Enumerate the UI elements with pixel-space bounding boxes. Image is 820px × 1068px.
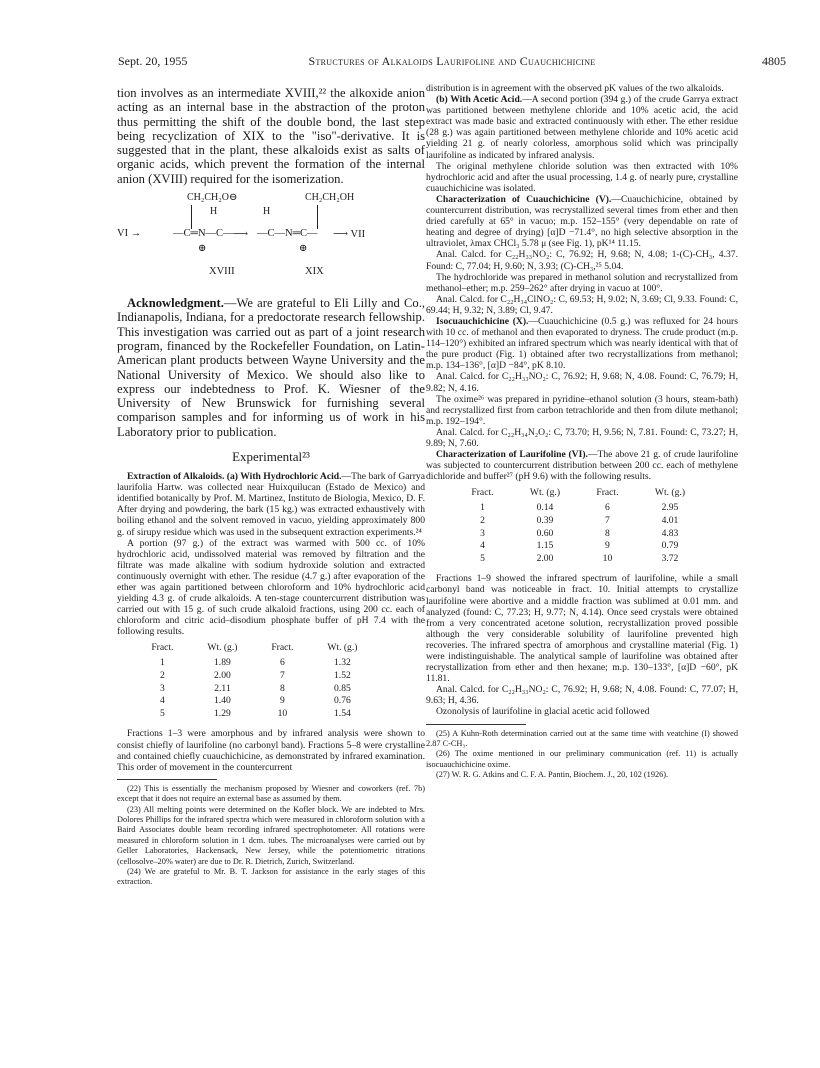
analysis-4: Anal. Calcd. for C₂₂H₃₄N₂O₂: C, 73.70; H, 9.56; N, 7.81. Found: C, 73.27; H, 9.89; N, 7.60.	[426, 426, 738, 449]
table-cell: 2.11	[214, 682, 231, 694]
scheme-left-label: VI →	[117, 228, 142, 240]
table-header-cell: Fract.	[596, 487, 619, 499]
footnote: (27) W. R. G. Atkins and C. F. A. Pantin, Biochem. J., 20, 102 (1926).	[436, 770, 669, 780]
footnote: (25) A Kuhn-Roth determination carried out at the same time with veatchine (I) showed 2.87 C-CH₃.	[426, 728, 738, 748]
table-cell: 9	[280, 695, 285, 707]
table-cell: 0.85	[334, 682, 351, 694]
footnotes-left	[117, 784, 425, 888]
portion-paragraph: A portion (97 g.) of the extract was warmed with 500 cc. of 10% hydrochloric acid, undissolved material was removed by filtration and the filtrate was made alkaline with sodium hydroxide solution and extracted continuously overnight with ether. The residue (4.7 g.) after evaporation of the ether was again partitioned between chloroform and 10% hydrochloric acid yielding 4.3 g. of crude alkaloids. A ten-stage countercurrent distribution was carried out with 15 g. of such crude alkaloid fractions, using 200 cc. each of chloroform and citric acid–disodium phosphate buffer of pH 7.4 with the following results.	[117, 537, 425, 638]
table-cell: 9	[605, 540, 610, 552]
footnote: (22) This is essentially the mechanism proposed by Wiesner and coworkers (ref. 7b) except that it does not require an external base as assumed by them.	[117, 783, 425, 804]
table-cell: 4	[160, 695, 165, 707]
table-cell: 10	[277, 707, 288, 719]
table-cell: 7	[605, 514, 610, 526]
right-column	[426, 83, 738, 781]
table-cell: 7	[280, 670, 285, 682]
table-cell: 3.72	[661, 552, 679, 564]
table-cell: 3	[480, 527, 485, 539]
table-cell: 1	[160, 657, 165, 669]
table-cell: 1	[480, 502, 485, 514]
header-title: Structures of Alkaloids Laurifoline and Cuauchichicine	[308, 54, 596, 68]
table-header-cell: Fract.	[471, 487, 494, 499]
footnotes-right	[426, 729, 738, 781]
analysis-2: Anal. Calcd. for C₂₂H₃₄ClNO₂: C, 69.53; H, 9.02; N, 3.69; Cl, 9.33. Found: C, 69.44; H, 9.32; N, 3.89; Cl, 9.47.	[426, 293, 738, 316]
laurifoline-body: —The above 21 g. of crude laurifoline was subjected to countercurrent distribution between 200 cc. each of methylene dichloride and buffer²⁷ (pH 9.6) with the following results.	[426, 449, 738, 483]
table-row	[137, 683, 377, 696]
table-cell: 1.89	[214, 657, 231, 669]
oxime-paragraph: The oxime²⁶ was prepared in pyridine–ethanol solution (3 hours, steam-bath) and recrystallized first from carbon tetrachloride and then from dilute methanol; m.p. 192–194°.	[426, 393, 738, 427]
table-cell: 1.40	[214, 695, 231, 707]
fractions-paragraph-2: Fractions 1–9 showed the infrared spectrum of laurifoline, while a small carbonyl band was noticeable in fract. 10. Initial attempts to crystallize laurifoline were abortive and a middle fraction was sublimed at 0.01 mm. and analyzed (found: C, 77.23; H, 9.77; N, 4.14). Once seed crystals were obtained from a very concentrated acetone solution, recrystallization proved possible although the very considerable solubility of laurifoline prevented high recoveries. The infrared spectra of amorphous and crystalline material (Fig. 1) were indistinguishable. The analytical sample of laurifoline was obtained after recrystallization from ether and then hexane; m.p. 130–133°, [α]D −60°, pK 11.81.	[426, 573, 738, 685]
table-cell: 2	[480, 514, 485, 526]
scheme-substituent-1: CH₂CH₂O⊖	[187, 192, 238, 204]
header-date: Sept. 20, 1955	[118, 54, 188, 68]
table-row	[456, 553, 706, 566]
table-row	[456, 528, 706, 541]
fraction-table-1	[137, 641, 377, 720]
scheme-right-label: ⟶ VII	[333, 229, 366, 241]
acetic-body: —A second portion (394 g.) of the crude Garrya extract was partitioned between methylene chloride and 10% acetic acid, the acid extract was made basic and extracted continuously with ether. The ether residue (28 g.) was again partitioned between methylene chloride and 10% acetic acid yielding 21 g. of nearly colorless, amorphous solid which was principally laurifoline as indicated by infrared analysis.	[426, 94, 739, 161]
header-page-number: 4805	[762, 54, 786, 68]
scheme-bond-1	[191, 205, 193, 229]
original-solution-paragraph: The original methylene chloride solution was then extracted with 10% hydrochloric acid and after the usual processing, 1.4 g. of nearly pure, crystalline cuauchichicine was isolated.	[426, 160, 738, 194]
ozonolysis-paragraph: Ozonolysis of laurifoline in glacial acetic acid followed	[436, 706, 650, 718]
table-cell: 1.52	[334, 670, 351, 682]
running-header	[118, 54, 786, 70]
table-cell: 0.39	[536, 514, 554, 526]
footnote: (26) The oxime mentioned in our preliminary communication (ref. 11) is actually isocuauchichicine oxime.	[426, 749, 738, 769]
cuauchichicine-heading: Characterization of Cuauchichicine (V).	[436, 193, 612, 205]
isocuauchichicine-heading: Isocuauchichicine (X).	[436, 315, 529, 327]
laurifoline-paragraph	[426, 449, 738, 482]
table-cell: 1.32	[334, 657, 351, 669]
footnote: (24) We are grateful to Mr. B. T. Jackson for assistance in the early stages of this extraction.	[117, 867, 425, 887]
acknowledgment-body: —We are grateful to Eli Lilly and Co., Indianapolis, Indiana, for a predoctorate research fellowship. This investigation was carried out as part of a joint research program, financed by the Rockefeller Foundation, on Latin-American plant products between Wayne University and the National University of Mexico. We should also like to express our indebtedness to Prof. K. Wiesner of the University of New Brunswick for furnishing several comparison samples and for informing us of work in his Laboratory prior to publication.	[117, 296, 425, 439]
table-cell: 4.83	[661, 527, 679, 539]
extraction-paragraph	[117, 471, 425, 538]
table-cell: 1.29	[214, 707, 231, 719]
table-cell: 5	[480, 552, 485, 564]
table-row	[456, 515, 706, 528]
table-cell: 8	[605, 527, 610, 539]
table-cell: 0.79	[661, 540, 679, 552]
isocuauchichicine-paragraph	[426, 316, 738, 371]
extraction-body: —The bark of Garrya laurifolia Hartw. was collected near Huixquilucan (Estado de Mexico) and identified botanically by Prof. M. Martinez, Instituto de Biologia, Mexico, D. F. After drying and powdering, the bark (15 kg.) was extracted exhaustively with boiling ethanol and the solvent removed in vacuo, yielding approximately 800 g. of sirupy residue which was used in the subsequent extraction experiments.²⁴	[117, 471, 425, 538]
scheme-charge-2: ⊕	[299, 243, 308, 255]
table-row	[137, 695, 377, 708]
acetic-paragraph	[426, 94, 738, 161]
acknowledgment-heading: Acknowledgment.	[127, 296, 224, 311]
table-cell: 0.14	[536, 502, 554, 514]
table-cell: 6	[280, 657, 285, 669]
scheme-bond-2	[317, 205, 319, 229]
isocuauchichicine-body: —Cuauchichicine (0.5 g.) was refluxed for 24 hours with 10 cc. of methanol and then evaporated to dryness. The crude product (m.p. 114–120°) exhibited an infrared spectrum which was nearly identical with that of the pure product (Fig. 1) obtained after two recrystallizations from methanol; m.p. 134–136°, [α]D −84°, pK 8.10.	[426, 315, 738, 372]
table-cell: 2.00	[536, 552, 554, 564]
fractions-paragraph-1: Fractions 1–3 were amorphous and by infrared analysis were shown to consist chiefly of laurifoline (no carbonyl band). Fractions 5–8 were crystalline and contained chiefly cuauchichicine, as demonstrated by infrared examination. This order of movement in the countercurrent	[117, 728, 425, 773]
table-cell: 0.76	[334, 695, 351, 707]
scheme-h-2: H	[263, 206, 271, 218]
scheme-fragment-2: —C—N═C—	[257, 228, 318, 240]
extraction-heading: Extraction of Alkaloids. (a) With Hydrochloric Acid.	[127, 471, 342, 483]
table-row	[456, 540, 706, 553]
footnote-rule-left	[117, 779, 217, 780]
intro-paragraph: tion involves as an intermediate XVIII,²² the alkoxide anion acting as an internal base in the abstraction of the proton thus permitting the shift of the double bond, the last step being recyclization of XIX to the "iso"-derivative. It is suggested that in the plant, these alkaloids exist as salts of organic acids, which prevent the formation of the internal anion (XVIII) required for the isomerization.	[117, 86, 425, 186]
table-header-cell: Fract.	[271, 642, 294, 654]
acetic-heading: (b) With Acetic Acid.	[436, 94, 523, 106]
scheme-substituent-2: CH₂CH₂OH	[305, 192, 355, 204]
fraction-table-2	[456, 486, 706, 565]
table-row	[456, 502, 706, 515]
cuauchichicine-body: —Cuauchichicine, obtained by countercurrent distribution, was recrystallized several times from ether and then dried carefully at 65° in vacuo; m.p. 152–155° (very dependable on rate of heating and degree of drying) [α]D −71.4°, no high selective absorption in the ultraviolet, λmax CHCl₃ 5.78 μ (see Fig. 1), pK¹⁴ 11.15.	[426, 193, 739, 250]
table-cell: 4.01	[661, 514, 679, 526]
hydrochloride-paragraph: The hydrochloride was prepared in methanol solution and recrystallized from methanol–ether; m.p. 259–262° after drying in vacuo at 100°.	[426, 271, 738, 294]
acknowledgment-paragraph	[117, 296, 425, 439]
table-cell: 4	[480, 540, 485, 552]
scheme-fragment-1: —C═N—C—	[173, 228, 234, 240]
table-cell: 1.54	[334, 707, 351, 719]
cuauchichicine-paragraph	[426, 194, 738, 249]
table-cell: 8	[280, 682, 285, 694]
table-cell: 6	[605, 502, 610, 514]
scheme-label-xix: XIX	[305, 266, 324, 278]
scheme-h-1: H	[210, 206, 218, 218]
table-header-cell: Wt. (g.)	[327, 642, 358, 654]
table-cell: 3	[160, 682, 165, 694]
reaction-scheme	[117, 190, 425, 290]
left-column	[117, 86, 425, 888]
distribution-paragraph: distribution is in agreement with the observed pK values of the two alkaloids.	[426, 83, 724, 94]
footnote: (23) All melting points were determined on the Kofler block. We are indebted to Mrs. Dolores Phillips for the infrared spectra which were measured in chloroform solution with a Baird Associates double beam recording infrared spectrophotometer. All rotations were measured in chloroform solution in 1 dcm. tubes. The microanalyses were carried out by Geller Laboratories, Hackensack, New Jersey, while the potentiometric titrations (cellosolve–20% water) are due to Dr. R. Dietrich, Zurich, Switzerland.	[117, 804, 425, 866]
experimental-heading: Experimental²³	[232, 449, 310, 465]
table-cell: 0.60	[536, 527, 554, 539]
table-row	[137, 657, 377, 670]
table-cell: 1.15	[536, 540, 554, 552]
table-cell: 2	[160, 670, 165, 682]
scheme-charge-1: ⊕	[198, 243, 207, 255]
table-cell: 10	[602, 552, 613, 564]
table-header-cell: Wt. (g.)	[529, 487, 561, 499]
table-header-cell: Wt. (g.)	[207, 642, 238, 654]
table-header-cell: Fract.	[151, 642, 174, 654]
table-header-cell: Wt. (g.)	[654, 487, 686, 499]
table-cell: 5	[160, 707, 165, 719]
scheme-label-xviii: XVIII	[209, 266, 235, 278]
analysis-3: Anal. Calcd. for C₂₂H₃₃NO₂: C, 76.92; H, 9.68; N, 4.08. Found: C, 76.79; H, 9.82; N, 4.16.	[426, 371, 738, 394]
scheme-arrow: ⟶	[233, 229, 249, 241]
laurifoline-heading: Characterization of Laurifoline (VI).	[436, 449, 588, 461]
table-cell: 2.00	[214, 670, 231, 682]
analysis-5: Anal. Calcd. for C₂₂H₃₃NO₂: C, 76.92; H, 9.68; N, 4.08. Found: C, 77.07; H, 9.63; H, 4.36.	[426, 684, 738, 707]
table-row	[137, 708, 377, 721]
analysis-1: Anal. Calcd. for C₂₂H₃₃NO₂: C, 76.92; H, 9.68; N, 4.08; 1-(C)-CH₃, 4.37. Found: C, 77.04; H, 9.60; N, 3.93; (C)-CH₃,²⁵ 5.04.	[426, 249, 738, 272]
footnote-rule-right	[426, 724, 526, 725]
table-row	[137, 670, 377, 683]
table-cell: 2.95	[661, 502, 679, 514]
